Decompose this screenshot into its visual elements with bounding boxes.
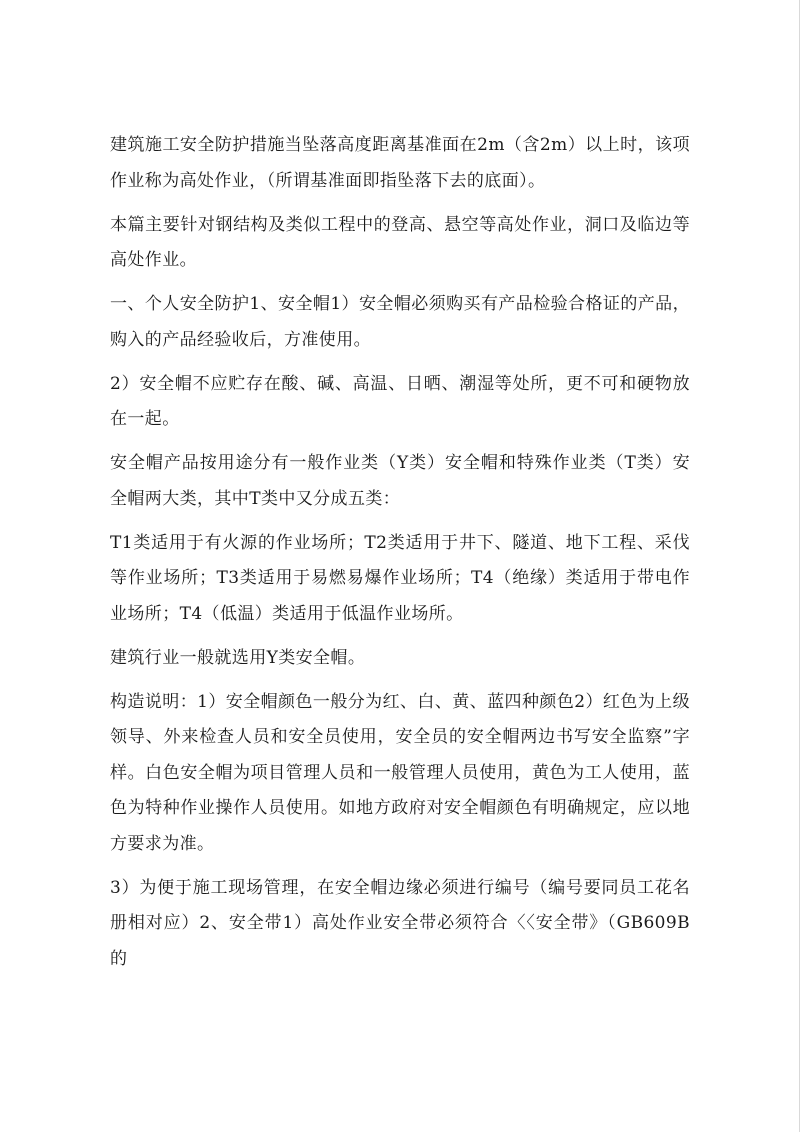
paragraph-2: 本篇主要针对钢结构及类似工程中的登高、悬空等高处作业，洞口及临边等高处作业。	[110, 214, 690, 270]
paragraph-6: T1类适用于有火源的作业场所；T2类适用于井下、隧道、地下工程、采伐等作业场所；T3类适用于易燃易爆作业场所；T4（绝缘）类适用于带电作业场所；T4（低温）类适用于低温作业场所。	[110, 532, 690, 624]
paragraph-8: 构造说明：1）安全帽颜色一般分为红、白、黄、蓝四种颜色2）红色为上级领导、外来检查人员和安全员使用，安全员的安全帽两边书写安全监察”字样。白色安全帽为项目管理人员和一般管理人员使用，黄色为工人使用，蓝色为特种作业操作人员使用。如地方政府对安全帽颜色有明确规定，应以地方要求为准。	[110, 691, 690, 854]
paragraph-5: 安全帽产品按用途分有一般作业类（Y类）安全帽和特殊作业类（T类）安全帽两大类，其中T类中又分成五类：	[110, 453, 690, 509]
paragraph-9: 3）为便于施工现场管理，在安全帽边缘必须进行编号（编号要同员工花名册相对应）2、安全带1）高处作业安全带必须符合〈〈安全带》（GB609B的	[110, 877, 690, 969]
paragraph-7: 建筑行业一般就选用Y类安全帽。	[110, 647, 366, 668]
document-body	[110, 128, 690, 986]
paragraph-1: 建筑施工安全防护措施当坠落高度距离基准面在2m（含2m）以上时，该项作业称为高处作业，（所谓基准面即指坠落下去的底面）。	[110, 135, 690, 191]
paragraph-3: 一、个人安全防护1、安全帽1）安全帽必须购买有产品检验合格证的产品，购入的产品经验收后，方准使用。	[110, 294, 690, 350]
paragraph-4: 2）安全帽不应贮存在酸、碱、高温、日晒、潮湿等处所，更不可和硬物放在一起。	[110, 373, 690, 429]
